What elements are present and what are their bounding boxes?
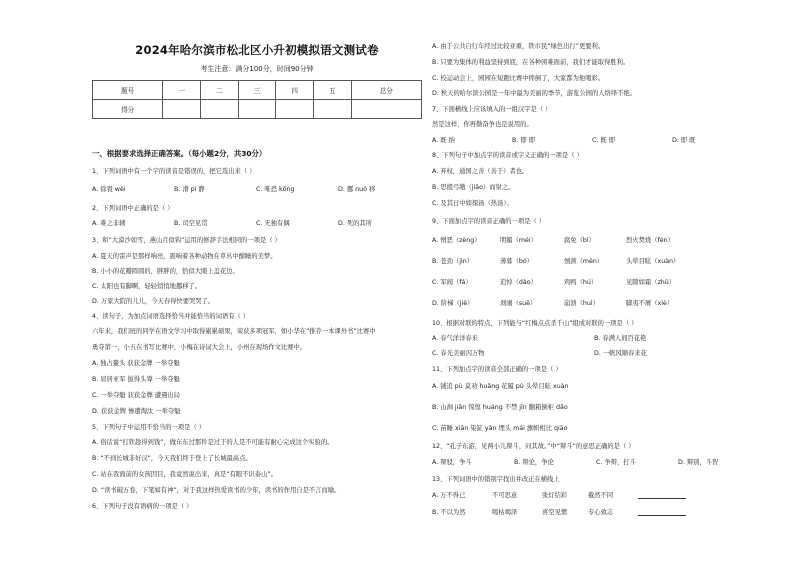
question-9-row: [432, 279, 675, 286]
option: B. 辩论，争论: [514, 459, 554, 466]
question-13-row: [432, 492, 686, 499]
score-row-label: 得分: [93, 100, 163, 119]
option: A. 既 纳: [432, 137, 455, 144]
score-cell[interactable]: [163, 100, 201, 119]
question-7-prompt: 然是这样，你再勤奋争也是说用的。: [432, 121, 533, 128]
option: B. 屈居亚军 拔得头筹 一举夺魁: [92, 376, 180, 383]
option: C. 争辩，打斗: [596, 459, 636, 466]
option: A. 难之非辅: [92, 220, 126, 227]
answer-blank[interactable]: [638, 510, 686, 516]
option: A. 辩驳，争斗: [432, 459, 472, 466]
option-word: 专心致志: [588, 509, 614, 516]
question-9: 9、下面加点字的读音正确的一项是（ ）: [432, 218, 546, 225]
section-heading: 一、根据要求选择正确答案。（每小题2分，共30分）: [92, 149, 267, 158]
question-9-row: [432, 237, 674, 244]
option-word: 明媚（méi）: [500, 237, 537, 244]
question-4-passage: 勇夺第一，小五在书写比赛中，小梅在诗词大会上，小州在现场作文比赛中。: [92, 344, 307, 351]
option: D. 辩别，斗智: [678, 459, 719, 466]
option: C. 无独有偶: [256, 220, 290, 227]
question-6: 6、下列句子没有语病的一项是（ ）: [92, 503, 193, 510]
option: B. 滑 pì 静: [174, 186, 205, 193]
option: A. 独占鳌头 获获金牌 一举夺魁: [92, 360, 180, 367]
exam-notice: 考生注意：满分100分，时间90分钟: [200, 65, 314, 73]
option-word: 鸡鸭（hú）: [564, 279, 598, 286]
option: C. 既 即: [592, 137, 615, 144]
option: C. 春光美丽闪万物: [432, 350, 485, 357]
score-header-cell: 二: [201, 81, 239, 100]
option: B. 小小的花瓣圆圆的，胖胖的，恰似大眼上盖花边。: [92, 268, 239, 275]
question-10: 10、根据对联的特点，下列能与“红梅点点杀千山”组成对联的一项是（ ）: [432, 320, 638, 327]
option: A. 徐畏 wèi: [92, 186, 126, 193]
score-header-cell: 三: [238, 81, 276, 100]
option-word: 刹闹（suě）: [500, 300, 537, 307]
question-11: 11、下列加点字的读音全部正确的一项是（ ）: [432, 366, 562, 373]
option: A. 由于公共自行车经过比较亚重，铁市民“绿色出行”更要利。: [432, 43, 605, 50]
option-word: 喝枯竭泽: [492, 509, 518, 516]
score-header-cell: 五: [313, 81, 351, 100]
option: D. 死的其所: [338, 220, 373, 227]
question-1-options: [92, 186, 375, 193]
option: D. 一帆风顺春来花: [594, 350, 647, 357]
option: C. 军阀（fá）: [432, 279, 472, 286]
option-word: 烈火焚烧（fén）: [626, 237, 674, 244]
option: A. 弃权，通国之善（善于）者也。: [432, 168, 529, 175]
question-2: 2、下列词语中正确的是（ ）: [92, 205, 174, 212]
option-word: 见隙如霜（zhǔ）: [626, 279, 676, 286]
score-header-cell: 题号: [93, 81, 163, 100]
option: B. 山涧 jiān 惊惶 huáng 不禁 jīn 翻箱倒柜 dǎo: [432, 404, 568, 411]
option: C. 太阳也有脚啊，轻轻悄悄地挪移了。: [92, 283, 202, 290]
question-12-options: [432, 459, 718, 466]
score-table-score-row: [93, 100, 422, 119]
option: C. 苗睡 xiān 染缸 yǎn 埋头 mái 旗帜相比 qiāo: [432, 425, 568, 432]
score-header-cell: 总分: [351, 81, 421, 100]
option: D. 即 既: [672, 137, 696, 144]
score-cell[interactable]: [276, 100, 314, 119]
option: C. 及其日中如探汤（热汤）。: [432, 200, 513, 207]
score-cell[interactable]: [351, 100, 421, 119]
option: B. 苍劲（jìn）: [432, 258, 474, 265]
option-word: 刎颈（mèn）: [564, 258, 604, 265]
option-word: 追悼（dào）: [500, 279, 537, 286]
question-7-options: [432, 137, 695, 144]
option: C. 校运动会上，园园在短跑比赛中摔倒了，大家都为他喝彩。: [432, 75, 605, 82]
score-cell[interactable]: [313, 100, 351, 119]
option: B. 只要为集体的利益坚持到底，在各种困难面前，我们才能取得胜利。: [432, 59, 630, 66]
option-word: 头晕目眩（xuàn）: [626, 258, 680, 265]
option: D. 万家大院的儿儿，今天春得快要哭哭了。: [92, 298, 215, 305]
option: D. 秋天的哈尔滨公园是一年中最为美丽的季节，游览公园的人络绎不绝。: [432, 90, 637, 97]
question-10-options: [432, 350, 647, 357]
score-cell[interactable]: [201, 100, 239, 119]
option: D. 阶梯（jiē）: [432, 300, 474, 307]
question-12: 12、“孔子东游，见两小儿辩斗，问其故。”中“辩斗”的意思正确的是（ ）: [432, 443, 635, 450]
question-9-row: [432, 258, 679, 265]
option: C. 站在我面前的女孩因目，我竟然说出来，真是“有眼不识泰山”。: [92, 471, 277, 478]
option: C. 一举夺魁 获获金牌 遭遇出局: [92, 392, 180, 399]
question-5: 5、下列句子中运用不恰当的一项是（ ）: [92, 424, 206, 431]
option: B. 思援弓缴（jiǎo）而射之。: [432, 184, 515, 191]
option-word: 崩溃（huì）: [564, 300, 599, 307]
answer-blank[interactable]: [638, 493, 686, 499]
option: B. “不到长城非好汉”，今天我们终于登上了长城最高点。: [92, 455, 252, 462]
option-word: 张灯结彩: [542, 492, 568, 499]
option: B. 春满人间百花艳: [594, 335, 647, 342]
question-1: 1、下列词语中有一个字的读音是错误的，把它选出来（ ）: [92, 168, 256, 175]
option: D. 获获金牌 惨遭淘汰 一举夺魁: [92, 408, 181, 415]
option: B. 不以为然: [432, 509, 466, 516]
question-4-passage: 六年来，我们班的同学在语文学习中取得累累硕果，荣获多项冠军，如小华在“推荐一本课外书”比赛中: [92, 328, 376, 335]
option-word: 喜空见惯: [542, 509, 568, 516]
score-cell[interactable]: [238, 100, 276, 119]
option: A. 夏天的雷声是那样响亮，震响着各种动物在草丛中酣睡的美梦。: [92, 253, 277, 260]
option: A. 万不得已: [432, 492, 466, 499]
question-13-row: [432, 509, 686, 516]
question-3: 3、和“大漠沙如雪，燕山月似钩”运用的修辞手法相同的一项是（ ）: [92, 237, 281, 244]
question-2-options: [92, 220, 372, 227]
question-4: 4、读句子，为加点词语选择恰当并能恰当的词语有（ ）: [92, 313, 250, 320]
option: A. 春气洋洋春来: [432, 335, 478, 342]
option: A. 憎恶（zèng）: [432, 237, 481, 244]
score-header-cell: 一: [163, 81, 201, 100]
option: C. 唯恐 kōng: [256, 186, 295, 193]
option: B. 司空见贯: [174, 220, 208, 227]
score-table: [92, 80, 422, 119]
option: A. 铺追 pù 莫劝 huǎng 花履 pù 头晕目眩 xuàn: [432, 383, 569, 390]
option: D. 挪 nuó 移: [338, 186, 376, 193]
option: B. 即 即: [512, 137, 535, 144]
option-word: 截然不同: [588, 492, 614, 499]
option-word: 不可思意: [492, 492, 518, 499]
option: D. “读书破万卷，下笔如有神”，对于我这样热爱读书的少年，读书的作用自是不言而喻。: [92, 487, 341, 494]
option-word: 脚夷不屑（xiè）: [626, 300, 674, 307]
option-word: 腐免（bì）: [564, 237, 595, 244]
option: A. 俗话说“打铁趁得到钱”，做东东过那件是过于的人是不可能有耐心完成这个实验的。: [92, 439, 334, 446]
question-8: 8、下列句子中加点字的读音或字义正确的一项是（ ）: [432, 152, 583, 159]
question-9-row: [432, 300, 673, 307]
page-title: 2024年哈尔滨市松北区小升初模拟语文测试卷: [135, 43, 379, 57]
option-word: 薄暮（bó）: [500, 258, 534, 265]
question-7: 7、下面横线上应该填入的一组汉字是（ ）: [432, 106, 552, 113]
question-13: 13、下列词语中的错别字找出并改正在横线上: [432, 476, 560, 483]
score-table-header-row: [93, 81, 422, 100]
question-10-options: [432, 335, 646, 342]
score-header-cell: 四: [276, 81, 314, 100]
